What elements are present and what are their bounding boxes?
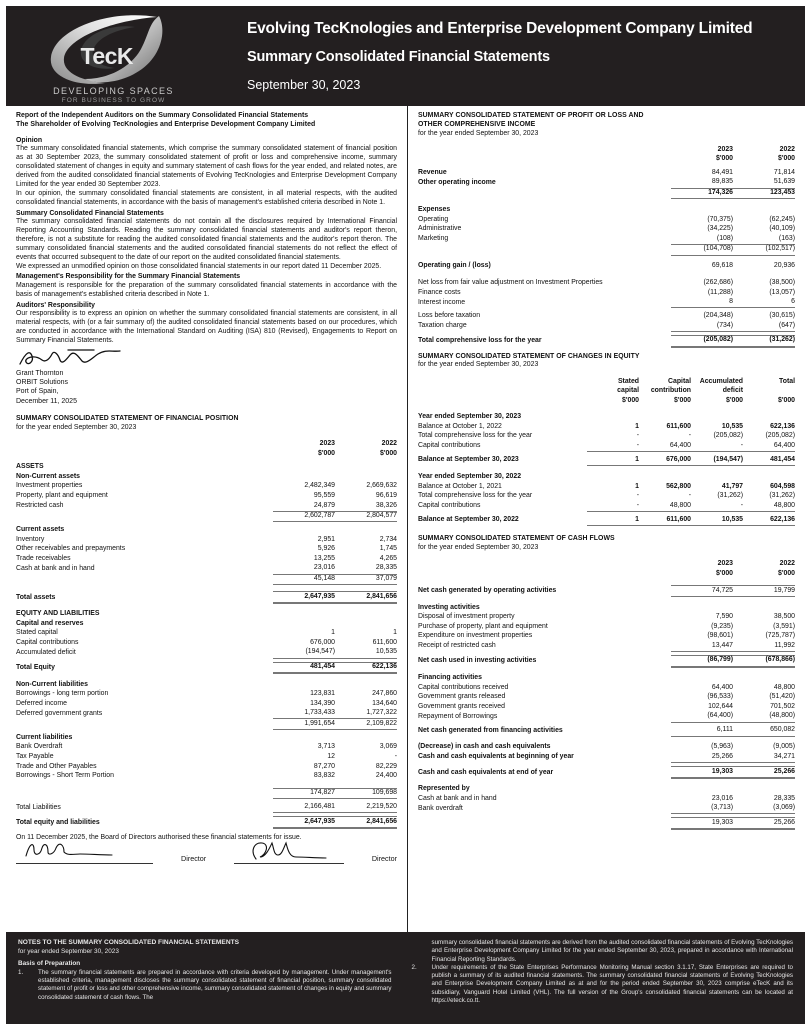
cash-end-of-year-row: Cash and cash equivalents at end of year 19,303 25,266: [418, 767, 795, 778]
note-number-2: 2.: [411, 963, 417, 971]
noncurrent-assets-heading-row: [16, 473, 397, 483]
director-label-1: Director: [181, 854, 207, 863]
note-text-1b: summary consolidated financial statements are derived from the audited consolidated financial statements of Evolving TecKnologies and Enterprise Development Company Limited for the year ended September 30, 2023, prepared in accordance with International Financial Reporting Standards.: [431, 939, 793, 963]
profit-loss-title-line2: OTHER COMPREHENSIVE INCOME: [418, 120, 536, 128]
current-assets-heading-row: [16, 526, 397, 536]
table-row: Disposal of investment property 7,590 38,500: [418, 613, 795, 621]
table-units-row: $'000 $'000: [716, 155, 795, 163]
col-header-2023: 2023: [319, 440, 335, 448]
cash-flows-table: [418, 553, 795, 830]
investing-activities-heading: Investing activities: [418, 603, 480, 611]
table-row: Receipt of restricted cash 13,447 11,992: [418, 642, 795, 652]
header-text-block: [221, 6, 805, 106]
eteck-logo-icon: [39, 13, 189, 87]
director-signature-block: [16, 846, 397, 864]
logo-tagline-primary: DEVELOPING SPACES: [53, 85, 174, 96]
table-header-row-3: $'000 $'000 $'000 $'000: [622, 396, 795, 404]
cash-flows-title: SUMMARY CONSOLIDATED STATEMENT OF CASH FLOWS: [418, 535, 615, 543]
auditors-responsibility-paragraph: Our responsibility is to express an opinion on whether the summary consolidated financial statements are consistent, in all material respects, with (or a fair summary of) the audited consolidated financial statements based on our procedures, which are conducted in accordance with the International Standard on Auditing (ISA) 810 (Revised), Engagements to Report on Summary Financial Statements.: [16, 309, 397, 344]
table-row: Capital contributions received 64,400 48,800: [418, 683, 795, 691]
director-signature-2: [234, 846, 344, 864]
table-row: Borrowings - long term portion 123,831 247,860: [16, 690, 397, 698]
table-row: Revenue 84,491 71,814: [418, 168, 795, 176]
table-row: Net loss from fair value adjustment on Investment Properties (262,686) (38,500): [418, 278, 795, 286]
notes-footer: [6, 932, 805, 1024]
auditor-name: Grant Thornton: [16, 369, 64, 377]
units-2023: $'000: [318, 449, 335, 457]
document-header: [6, 6, 805, 106]
current-assets-heading: Current assets: [16, 526, 65, 534]
table-row: Purchase of property, plant and equipment (9,235) (3,591): [418, 622, 795, 630]
current-liabilities-heading: Current liabilities: [16, 733, 73, 741]
table-row: Tax Payable 12 -: [16, 752, 397, 760]
table-row: Cash and cash equivalents at beginning of year 25,266 34,271: [418, 753, 795, 763]
auditor-signature: [16, 348, 397, 368]
table-header-row: 2023 2022: [717, 559, 795, 567]
total-assets-row: Total assets 2,647,935 2,841,656: [16, 592, 397, 603]
financing-activities-heading: Financing activities: [418, 674, 482, 682]
note-item-2: [412, 964, 794, 1005]
represented-by-heading: Represented by: [418, 785, 470, 793]
table-row: Taxation charge (734) (647): [418, 321, 795, 331]
note-item-1: [18, 969, 392, 1002]
document-body: [6, 106, 805, 932]
table-row: Accumulated deficit (194,547) 10,535: [16, 648, 397, 658]
total-equity-row: Total Equity 481,454 622,136: [16, 662, 397, 673]
table-row: Trade and Other Payables 87,270 82,229: [16, 762, 397, 770]
table-row: Cash at bank and in hand 23,016 28,335: [16, 564, 397, 574]
equity-liabilities-heading-row: [16, 610, 397, 620]
financing-heading-row: [418, 674, 795, 684]
table-row: Total comprehensive loss for the year - - (205,082) (205,082): [418, 432, 795, 440]
table-row: Capital contributions - 48,800 - 48,800: [418, 501, 795, 511]
note-text-1a: The summary financial statements are prepared in accordance with criteria developed by management. Under management's established criteria, management discloses the summary consolidated statement of financial position, summary consolidated statement of profit or loss and other comprehensive income, summary consolidated statement of changes in equity and summary consolidated statement of cash flows. The: [38, 968, 392, 1001]
scfs-heading: Summary Consolidated Financial Statements: [16, 209, 164, 217]
profit-loss-subtitle: for the year ended September 30, 2023: [418, 129, 539, 137]
current-assets-subtotal-row: 45,148 37,079: [16, 574, 397, 585]
table-row: Bank overdraft (3,713) (3,069): [418, 804, 795, 814]
noncurrent-liabilities-heading: Non-Current liabilities: [16, 680, 88, 688]
table-row: Expenditure on investment properties (98,601) (725,787): [418, 632, 795, 640]
table-row: Deferred income 134,390 134,640: [16, 699, 397, 707]
auditors-report-title: Report of the Independent Auditors on the Summary Consolidated Financial Statements: [16, 112, 309, 119]
opinion-paragraph-2: In our opinion, the summary consolidated financial statements are consistent, in all material respects, with the audited consolidated financial statements, in accordance with the basis of management's established criteria described in Note 1.: [16, 189, 397, 206]
table-row: Loss before taxation (204,348) (30,615): [418, 312, 795, 320]
table-row: Marketing (108) (163): [418, 234, 795, 244]
year-2023-heading-row: Year ended September 30, 2023: [418, 413, 522, 421]
table-row: Government grants released (96,533) (51,420): [418, 693, 795, 701]
logo-tagline-secondary: FOR BUSINESS TO GROW: [61, 96, 166, 104]
equity-liabilities-heading: EQUITY AND LIABILITIES: [16, 610, 100, 618]
document-title: Summary Consolidated Financial Statements: [247, 48, 550, 65]
director-label-2: Director: [371, 854, 397, 863]
changes-equity-title: SUMMARY CONSOLIDATED STATEMENT OF CHANGES IN EQUITY: [418, 352, 640, 360]
year-2022-heading-row: Year ended September 30, 2022: [418, 473, 522, 480]
table-row: Balance at October 1, 2021 1 562,800 41,797 604,598: [418, 482, 795, 490]
profit-loss-title-line1: SUMMARY CONSOLIDATED STATEMENT OF PROFIT OR LOSS AND: [418, 112, 644, 119]
company-logo: [6, 6, 221, 106]
investing-heading-row: [418, 603, 795, 613]
auditor-date: December 11, 2025: [16, 397, 77, 405]
total-liabilities-row: Total Liabilities 2,166,481 2,219,520: [16, 803, 397, 813]
col-header-2022: 2022: [381, 440, 397, 448]
expenses-total-row: (104,708) (102,517): [418, 245, 795, 256]
table-row: Other receivables and prepayments 5,926 1,745: [16, 545, 397, 553]
note-number-1: 1.: [18, 968, 24, 976]
table-row: Government grants received 102,644 701,502: [418, 702, 795, 710]
financial-position-subtitle: for the year ended September 30, 2023: [16, 424, 137, 432]
table-row: Property, plant and equipment 95,559 96,619: [16, 492, 397, 500]
table-row: Bank Overdraft 3,713 3,069: [16, 743, 397, 751]
table-row: Repayment of Borrowings (64,400) (48,800): [418, 712, 795, 722]
left-column: [6, 106, 408, 932]
table-row: Deferred government grants 1,733,433 1,727,322: [16, 709, 397, 719]
table-row: Interest income 8 6: [418, 298, 795, 308]
assets-heading-row: [16, 463, 397, 473]
operating-activities-row: Net cash generated by operating activities 74,725 19,799: [418, 586, 795, 597]
table-header-row: [16, 440, 397, 450]
table-row: Capital contributions 676,000 611,600: [16, 638, 397, 646]
management-responsibility-paragraph: Management is responsible for the preparation of the summary consolidated financial statements in accordance with the basis of management's established criteria described in Note 1.: [16, 281, 397, 298]
table-row: Other operating income 89,835 51,639: [418, 178, 795, 188]
expenses-heading: Expenses: [418, 206, 451, 214]
balance-2022-row: Balance at September 30, 2022 1 611,600 10,535 622,136: [418, 515, 795, 525]
board-authorisation-statement: On 11 December 2025, the Board of Directors authorised these financial statements for issue.: [16, 834, 302, 842]
table-row: Operating (70,375) (62,245): [418, 215, 795, 223]
table-row: Trade receivables 13,255 4,265: [16, 554, 397, 562]
units-2022: $'000: [380, 449, 397, 457]
current-liabilities-subtotal-row: 174,827 109,698: [16, 788, 397, 799]
total-equity-liabilities-row: Total equity and liabilities 2,647,935 2,841,656: [16, 817, 397, 828]
auditor-firm: ORBIT Solutions: [16, 378, 69, 386]
notes-subtitle: for year ended September 30, 2023: [18, 947, 119, 955]
noncurrent-assets-heading: Non-Current assets: [16, 472, 80, 480]
table-row: (Decrease) in cash and cash equivalents (5,963) (9,005): [418, 743, 795, 751]
noncurrent-liabilities-subtotal-row: 1,991,654 2,109,822: [16, 719, 397, 730]
table-row: Inventory 2,951 2,734: [16, 535, 397, 543]
scfs-paragraph-2: We expressed an unmodified opinion on those consolidated financial statements in our report dated 11 December 2025.: [16, 262, 382, 270]
note-item-1-continued: [412, 939, 794, 964]
table-units-row: [16, 449, 397, 459]
table-row: Capital contributions - 64,400 - 64,400: [418, 442, 795, 452]
financial-position-title: SUMMARY CONSOLIDATED STATEMENT OF FINANCIAL POSITION: [16, 415, 239, 423]
table-row: Restricted cash 24,879 38,326: [16, 501, 397, 511]
table-row: Total comprehensive loss for the year - - (31,262) (31,262): [418, 492, 795, 500]
cash-flows-subtitle: for the year ended September 30, 2023: [418, 543, 539, 551]
table-row: Borrowings - Short Term Portion 83,832 24,400: [16, 772, 397, 780]
operating-gain-row: Operating gain / (loss) 69,618 20,936: [418, 262, 795, 270]
table-header-row: 2023 2022: [717, 145, 795, 153]
table-units-row: $'000 $'000: [716, 569, 795, 577]
total-comprehensive-loss-row: Total comprehensive loss for the year (205,082) (31,262): [418, 335, 795, 346]
represented-by-heading-row: [418, 785, 795, 795]
opinion-paragraph-1: The summary consolidated financial statements, which comprise the summary consolidated statement of financial position as at 30 September 2023, the summary consolidated statement of profit or loss and comprehensive income, summary consolidated statement of changes in equity and summary statement of cash flows for the year ended, and related notes, are derived from the audited consolidated financial statements of Evolving TecKnologies and Enterprise Development Company Limited for the year ended 30 September 2023.: [16, 144, 397, 188]
noncurrent-assets-subtotal-row: 2,602,787 2,804,577: [16, 511, 397, 522]
noncurrent-liabilities-heading-row: [16, 680, 397, 690]
financing-total-row: Net cash generated from financing activities 6,111 650,082: [418, 726, 795, 736]
scfs-paragraph-1: The summary consolidated financial statements do not contain all the disclosures required by International Financial Reporting Accounting Standards. Reading the summary consolidated financial statements and auditor's report theron, therefore, is not a substitute for reading the audited consolidated financial statements and the auditor's report theron. The summary consolidated financial statements and the audited consolidated financial statements do not reflect the effect of events that occurred subsequent to the date of our report on the audited consolidated financial statements.: [16, 217, 397, 261]
director-signature-1: [16, 846, 153, 864]
table-row: Administrative (34,225) (40,109): [418, 225, 795, 233]
notes-left-column: [18, 939, 406, 1018]
table-header-row-1: Stated Capital Accumulated Total: [617, 377, 795, 385]
company-name: Evolving TecKnologies and Enterprise Development Company Limited: [247, 19, 753, 37]
assets-heading: ASSETS: [16, 463, 44, 471]
opinion-heading: Opinion: [16, 136, 43, 144]
changes-equity-subtitle: for the year ended September 30, 2023: [418, 361, 539, 369]
table-row: Cash at bank and in hand 23,016 28,335: [418, 794, 795, 802]
table-row: Investment properties 2,482,349 2,669,632: [16, 482, 397, 490]
auditors-responsibility-heading: Auditors' Responsibility: [16, 301, 95, 309]
auditor-city: Port of Spain,: [16, 388, 59, 396]
capital-reserves-heading: Capital and reserves: [16, 619, 84, 627]
notes-title: NOTES TO THE SUMMARY CONSOLIDATED FINANCIAL STATEMENTS: [18, 939, 240, 946]
investing-total-row: Net cash used in investing activities (86,799) (678,866): [418, 656, 795, 667]
table-row: Stated capital 1 1: [16, 629, 397, 637]
notes-right-column: [406, 939, 794, 1018]
table-row: Balance at October 1, 2022 1 611,600 10,535 622,136: [418, 422, 795, 430]
auditors-report-addressee: The Shareholder of Evolving TecKnologies and Enterprise Development Company Limited: [16, 120, 316, 128]
right-column: [408, 106, 805, 932]
note-text-2: Under requirements of the State Enterprises Performance Monitoring Manual section 3.1.17, State Enterprises are required to publish a summary of its audited financial statements. The summary consolidated financial statements of Evolving TecKnologies and Enterprise Development Company Limited as at and for the period ended September 30, 2023 comprise eTecK and its subsidiary, Vanguard Hotel Limited (VHL). The full version of the Group's consolidated financial statements can be located at https://eteck.co.tt.: [431, 963, 793, 1004]
table-header-row-2: capital contribution deficit: [617, 387, 743, 395]
capital-reserves-heading-row: [16, 619, 397, 629]
represented-total-row: 19,303 25,266: [418, 818, 795, 829]
basis-of-preparation-heading: Basis of Preparation: [18, 959, 81, 967]
financial-position-table: [16, 433, 397, 829]
expenses-heading-row: [418, 206, 795, 216]
changes-in-equity-table: [418, 370, 795, 526]
profit-loss-table: [418, 138, 795, 347]
logo-wordmark: TecK: [80, 42, 134, 69]
current-liabilities-heading-row: [16, 734, 397, 744]
balance-2023-row: Balance at September 30, 2023 1 676,000 (194,547) 481,454: [418, 456, 795, 466]
document-date: September 30, 2023: [247, 77, 361, 92]
management-responsibility-heading: Management's Responsibility for the Summary Financial Statements: [16, 273, 241, 281]
income-total-row: 174,326 123,453: [418, 188, 795, 199]
table-row: Finance costs (11,288) (13,057): [418, 288, 795, 296]
